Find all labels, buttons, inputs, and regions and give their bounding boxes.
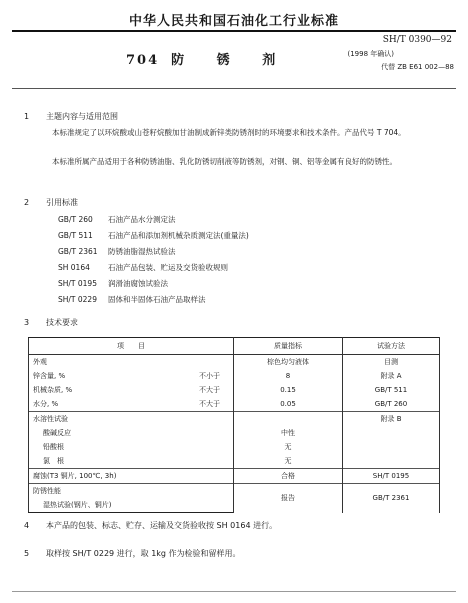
reference-title: 石油产品和添加剂机械杂质测定法(重量法) bbox=[108, 231, 249, 240]
cell-method: GB/T 511 bbox=[343, 383, 440, 397]
section-3-heading bbox=[24, 317, 78, 328]
cell-value: 棕色均匀液体 bbox=[234, 355, 343, 370]
document-title bbox=[126, 49, 289, 68]
table-row bbox=[29, 454, 440, 469]
cell-value: 合格 bbox=[234, 469, 343, 484]
cell-cmp: 不小于 bbox=[195, 369, 234, 383]
section-2-heading bbox=[24, 197, 78, 208]
cell-method bbox=[343, 440, 440, 454]
section-5 bbox=[24, 548, 241, 559]
reference-item bbox=[58, 292, 249, 308]
reference-code: GB/T 2361 bbox=[58, 247, 98, 256]
title-rule bbox=[12, 88, 456, 89]
reference-code: GB/T 260 bbox=[58, 215, 93, 224]
cell-method: GB/T 260 bbox=[343, 397, 440, 412]
table-row bbox=[29, 383, 440, 397]
section-title: 引用标准 bbox=[46, 198, 78, 207]
cell-item: 外观 bbox=[29, 355, 196, 370]
cell-value: 0.05 bbox=[234, 397, 343, 412]
reference-title: 润滑油腐蚀试验法 bbox=[108, 279, 168, 288]
reference-code: SH 0164 bbox=[58, 263, 90, 272]
section-title: 主题内容与适用范围 bbox=[46, 112, 118, 121]
reference-title: 石油产品包装、贮运及交货验收规则 bbox=[108, 263, 228, 272]
cell-item: 湿热试验(钢片、铜片) bbox=[29, 498, 196, 513]
table-header-row bbox=[29, 338, 440, 355]
section-number: 5 bbox=[24, 549, 30, 558]
cell-item: 氯 根 bbox=[29, 454, 196, 469]
cell-cmp: 不大于 bbox=[195, 383, 234, 397]
cell-item: 铅酸根 bbox=[29, 440, 196, 454]
cell-item: 水分, % bbox=[29, 397, 196, 412]
table-row bbox=[29, 397, 440, 412]
cell-method: 附录 A bbox=[343, 369, 440, 383]
table-row bbox=[29, 412, 440, 427]
reference-title: 防锈油脂湿热试验法 bbox=[108, 247, 176, 256]
section-number: 4 bbox=[24, 521, 30, 530]
reference-title: 石油产品水分测定法 bbox=[108, 215, 176, 224]
reference-code: SH/T 0229 bbox=[58, 295, 97, 304]
cell-cmp bbox=[195, 440, 234, 454]
cell-method bbox=[343, 426, 440, 440]
reissue-note: (1998 年确认) bbox=[347, 50, 394, 58]
cell-item: 腐蚀(T3 铜片, 100℃, 3h) bbox=[29, 469, 196, 484]
footer-rule bbox=[12, 591, 456, 592]
cell-value: 无 bbox=[234, 454, 343, 469]
reference-list bbox=[58, 212, 249, 308]
cell-value: 0.15 bbox=[234, 383, 343, 397]
header-value: 质量指标 bbox=[234, 338, 343, 355]
section-number: 1 bbox=[24, 112, 30, 121]
requirements-table bbox=[28, 337, 440, 513]
cell-cmp: 不大于 bbox=[195, 397, 234, 412]
cell-value: 8 bbox=[234, 369, 343, 383]
title-name: 防 锈 剂 bbox=[171, 53, 290, 68]
cell-value bbox=[234, 412, 343, 427]
cell-item: 锌含量, % bbox=[29, 369, 196, 383]
cell-method: SH/T 0195 bbox=[343, 469, 440, 484]
reference-item bbox=[58, 228, 249, 244]
section-text: 本产品的包装、标志、贮存、运输及交货验收按 SH 0164 进行。 bbox=[46, 521, 278, 530]
cell-cmp bbox=[195, 469, 234, 484]
reference-item bbox=[58, 276, 249, 292]
section-title: 技术要求 bbox=[46, 318, 78, 327]
cell-item: 机械杂质, % bbox=[29, 383, 196, 397]
section-number: 3 bbox=[24, 318, 30, 327]
reference-item bbox=[58, 212, 249, 228]
table-row bbox=[29, 369, 440, 383]
section-1-heading bbox=[24, 111, 118, 122]
section-number: 2 bbox=[24, 198, 30, 207]
cell-method: 目测 bbox=[343, 355, 440, 370]
reference-item bbox=[58, 244, 249, 260]
cell-item: 水溶性试验 bbox=[29, 412, 196, 427]
reference-code: GB/T 511 bbox=[58, 231, 93, 240]
table-row bbox=[29, 484, 440, 499]
reference-item bbox=[58, 260, 249, 276]
cell-method: GB/T 2361 bbox=[343, 484, 440, 513]
cell-value: 无 bbox=[234, 440, 343, 454]
section-4 bbox=[24, 520, 277, 531]
section-text: 取样按 SH/T 0229 进行，取 1kg 作为检验和留样用。 bbox=[46, 549, 241, 558]
table-row bbox=[29, 426, 440, 440]
header-method: 试验方法 bbox=[343, 338, 440, 355]
reference-code: SH/T 0195 bbox=[58, 279, 97, 288]
section-1-paragraph-2: 本标准所属产品适用于各种防锈油脂、乳化防锈切削液等防锈剂，对钢、铜、铝等金属有良好的防锈性。 bbox=[52, 157, 397, 166]
cell-cmp bbox=[195, 498, 234, 513]
standard-number: SH/T 0390—92 bbox=[382, 35, 452, 45]
cell-cmp bbox=[195, 454, 234, 469]
cell-method: 附录 B bbox=[343, 412, 440, 427]
table-row bbox=[29, 355, 440, 370]
cell-cmp bbox=[195, 484, 234, 499]
section-1-paragraph-1: 本标准规定了以环烷酸或山苍籽烷酸加甘油制成新锌类防锈剂时的环境要求和技术条件。产品代号 T 704。 bbox=[52, 128, 406, 137]
cell-cmp bbox=[195, 426, 234, 440]
cell-value: 中性 bbox=[234, 426, 343, 440]
reference-title: 固体和半固体石油产品取样法 bbox=[108, 295, 206, 304]
cell-cmp bbox=[195, 355, 234, 370]
issuer-title: 中华人民共和国石油化工行业标准 bbox=[128, 14, 339, 29]
header-rule bbox=[12, 30, 456, 32]
table-row bbox=[29, 440, 440, 454]
replaces-note: 代替 ZB E61 002—88 bbox=[381, 63, 454, 71]
cell-cmp bbox=[195, 412, 234, 427]
header-item: 项 目 bbox=[29, 338, 234, 355]
cell-value: 报告 bbox=[234, 484, 343, 513]
title-number: 704 bbox=[126, 53, 160, 68]
table-row bbox=[29, 469, 440, 484]
cell-item: 防锈性能 bbox=[29, 484, 196, 499]
cell-item: 酸碱反应 bbox=[29, 426, 196, 440]
cell-method bbox=[343, 454, 440, 469]
